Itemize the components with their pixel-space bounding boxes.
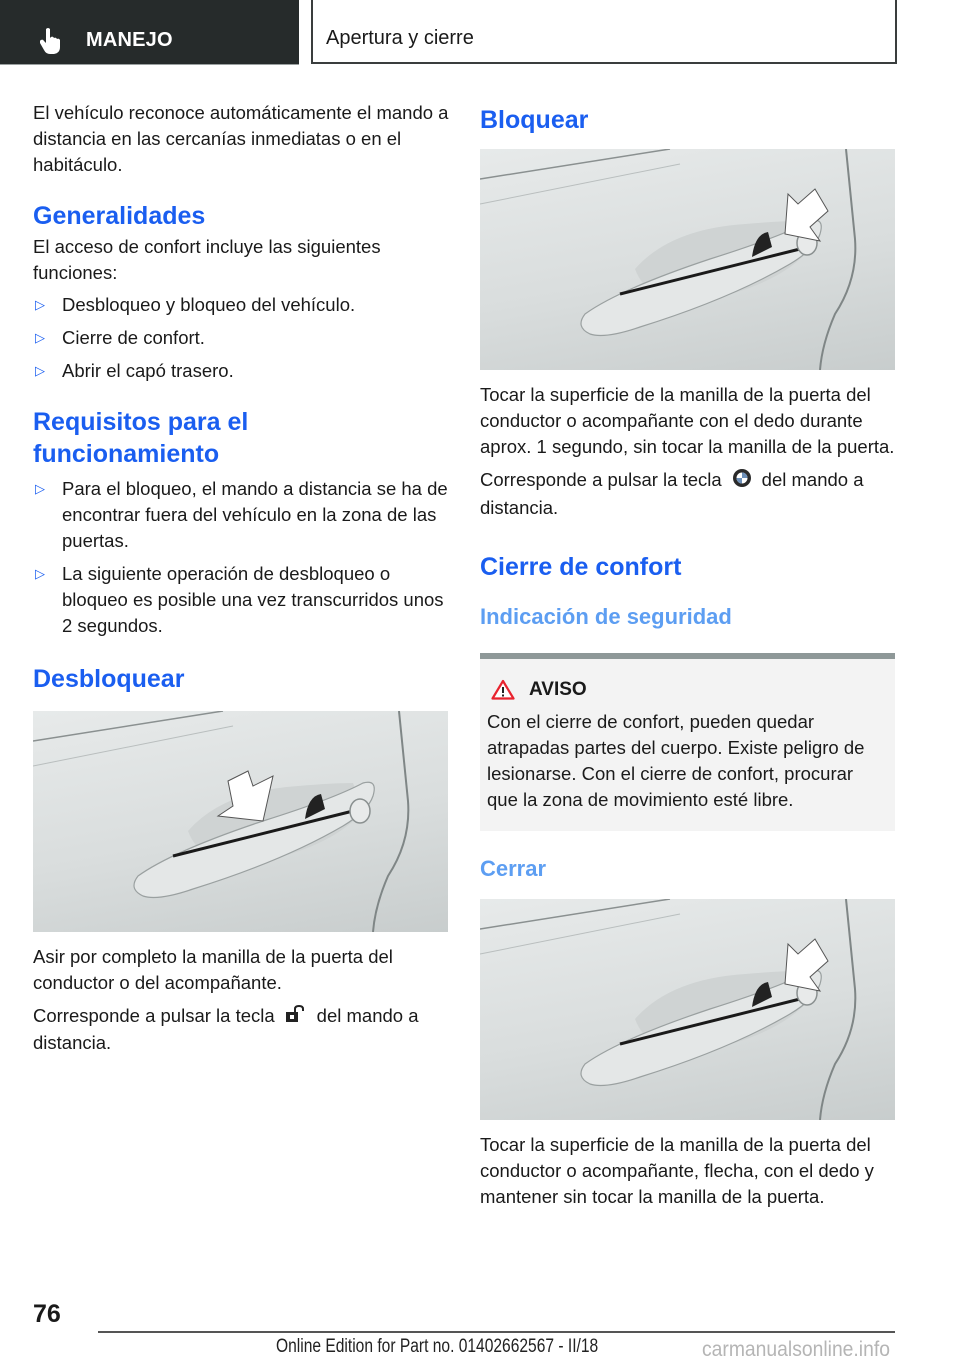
heading-requisitos: Requisitos para el funcionamiento <box>33 408 249 468</box>
door-handle-illustration <box>480 149 895 370</box>
heading-cierre-confort: Cierre de confort <box>480 552 682 581</box>
requisitos-list <box>33 476 449 639</box>
warning-box <box>480 653 895 831</box>
hand-pointer-icon <box>40 27 64 55</box>
heading-bloquear: Bloquear <box>480 106 589 134</box>
bmw-logo-icon <box>732 468 752 495</box>
list-item: ▷ Abrir el capó trasero. <box>33 358 449 384</box>
triangle-bullet-icon: ▷ <box>35 363 45 378</box>
section-label: MANEJO <box>86 29 173 51</box>
cerrar-text: Tocar la superficie de la manilla de la puerta del conductor o acompañante, flecha, con el dedo y mantener sin tocar la manilla de la puerta. <box>480 1133 874 1207</box>
edition-text: Online Edition for Part no. 01402662567 - II/18 <box>276 1336 599 1357</box>
intro-paragraph: El vehículo reconoce automáticamente el mando a distancia en las cercanías inmediatas o en el habitáculo. <box>33 102 449 175</box>
subheading-cerrar: Cerrar <box>480 855 547 881</box>
footer-divider <box>98 1331 895 1333</box>
heading-generalidades: Generalidades <box>33 202 206 230</box>
bloquear-text: Tocar la superficie de la manilla de la puerta del conductor o acompañante con el dedo durante aprox. 1 segundo, sin tocar la manilla de la puerta. <box>480 384 895 457</box>
unlock-padlock-icon <box>285 1004 307 1030</box>
triangle-bullet-icon: ▷ <box>35 297 45 312</box>
triangle-bullet-icon: ▷ <box>35 481 45 496</box>
list-item: ▷ La siguiente operación de desbloqueo o bloqueo es posible una vez transcurridos unos 2 segundos. <box>35 563 444 636</box>
subheading-indicacion-seguridad: Indicación de seguridad <box>480 603 732 629</box>
door-handle-illustration <box>480 899 895 1120</box>
desbloquear-key-text: Corresponde a pulsar la tecla del mando a distancia. <box>33 1005 419 1054</box>
chapter-header <box>311 0 897 64</box>
warning-text: Con el cierre de confort, pueden quedar atrapadas partes del cuerpo. Existe peligro de lesionarse. Con el cierre de confort, procurar que la zona de movimiento esté libre. <box>487 710 865 810</box>
warning-title: AVISO <box>487 679 888 701</box>
list-item: ▷ Desbloqueo y bloqueo del vehículo. <box>33 292 449 318</box>
chapter-title: Apertura y cierre <box>326 27 474 49</box>
right-column <box>480 104 896 1210</box>
list-item: ▷ Cierre de confort. <box>33 325 449 351</box>
list-item: ▷ Para el bloqueo, el mando a distancia se ha de encontrar fuera del vehículo en la zona de las puertas. <box>35 478 448 551</box>
section-tab <box>0 0 299 65</box>
desbloquear-text: Asir por completo la manilla de la puerta del conductor o del acompañante. <box>33 946 393 993</box>
triangle-bullet-icon: ▷ <box>35 330 45 345</box>
door-handle-figure-close <box>480 899 895 1120</box>
generalidades-text: El acceso de confort incluye las siguientes funciones: <box>33 236 381 283</box>
door-handle-figure-unlock <box>33 711 448 932</box>
generalidades-list <box>33 292 449 384</box>
door-handle-figure-lock <box>480 149 895 370</box>
warning-triangle-icon <box>491 679 515 700</box>
watermark-link[interactable]: carmanualsonline.info <box>702 1338 890 1361</box>
triangle-bullet-icon: ▷ <box>35 566 45 581</box>
door-handle-illustration <box>33 711 448 932</box>
heading-desbloquear: Desbloquear <box>33 665 185 693</box>
bloquear-key-text: Corresponde a pulsar la tecla del mando a distancia. <box>480 469 864 518</box>
page-number: 76 <box>33 1300 61 1328</box>
left-column <box>33 100 449 1056</box>
